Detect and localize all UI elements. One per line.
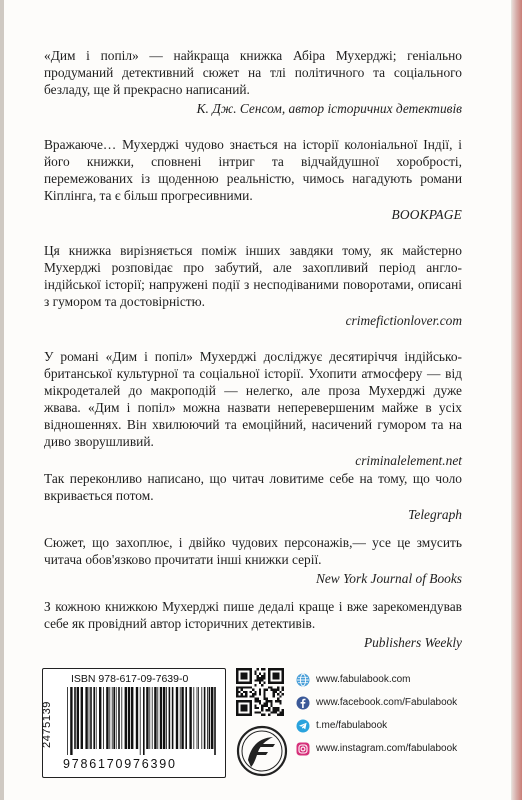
social-links: [296, 668, 496, 760]
publisher-logo: [235, 724, 289, 778]
review-quote-5: [44, 470, 462, 523]
barcode-number: 9786170976390: [63, 757, 177, 771]
quote-source: criminalelement.net: [355, 453, 462, 468]
quote-text: Сюжет, що захоплює, і двійко чудових персонажів,— усе це змусить читача обов'язково прочитати інші книжки серії.: [44, 535, 462, 567]
quote-source: BOOKPAGE: [391, 207, 462, 222]
review-quote-3: [44, 242, 462, 329]
quote-source: Publishers Weekly: [363, 635, 462, 650]
review-quote-7: [44, 598, 462, 651]
website-link[interactable]: [296, 668, 496, 691]
review-quote-4: [44, 348, 462, 469]
quote-text: Ця книжка вирізняється поміж інших завдяки тому, як майстерно Мухерджі розповідає про забутий, але захопливий період англо-індійської історії; напружені події з несподіваними поворотами, описані з гумором та достовірністю.: [44, 243, 462, 309]
quote-source: Telegraph: [408, 507, 462, 522]
quote-text: У романі «Дим і попіл» Мухерджі досліджує десятиріччя індійсько-британської культурної та соціальної історії. Ухопити атмосферу — від мікродеталей до макроподій — нелегко, але проза Мухерджі дуже жвава. «Дим і попіл» можна назвати неперевершеним майже в усіх відношеннях. Він хвилюючий та емоційний, насичений гумором та на диво зворушливий.: [44, 349, 462, 449]
facebook-icon: [296, 696, 310, 710]
instagram-icon: [296, 742, 310, 756]
review-quote-6: [44, 534, 462, 587]
review-quote-1: [44, 47, 462, 117]
cover-spine-edge: [512, 0, 522, 800]
telegram-link[interactable]: [296, 714, 496, 737]
qr-code: [236, 668, 284, 716]
facebook-link[interactable]: [296, 691, 496, 714]
globe-icon: [296, 673, 310, 687]
quote-source: К. Дж. Сенсом, автор історичних детективів: [196, 101, 462, 116]
instagram-link[interactable]: [296, 737, 496, 760]
quote-text: «Дим і попіл» — найкраща книжка Абіра Мухерджі; геніально продуманий детективний сюжет на тлі політичного та соціального безладу, ще й прекрасно написаний.: [44, 48, 462, 97]
barcode-side-number: 2475139: [41, 700, 53, 748]
facebook-url: www.facebook.com/Fabulabook: [316, 697, 458, 708]
quote-source: New York Journal of Books: [315, 571, 462, 586]
isbn-label: ISBN 978-617-09-7639-0: [71, 673, 189, 685]
quote-text: З кожною книжкою Мухерджі пише дедалі краще і вже зарекомендував себе як провідний автор історичних детективів.: [44, 599, 462, 631]
instagram-url: www.instagram.com/fabulabook: [316, 743, 458, 754]
quote-text: Вражаюче… Мухерджі чудово знається на історії колоніальної Індії, і його книжки, сповнені інтриг та відчайдушної хоробрості, перемежованих із щоденною реальністю, чимось нагадують романи Кіплінга, та є більш прогресивними.: [44, 137, 462, 203]
quote-text: Так переконливо написано, що читач ловитиме себе на тому, що чоло вкривається потом.: [44, 471, 462, 503]
barcode-block: [42, 668, 226, 778]
barcode-bars: [65, 687, 219, 755]
telegram-url: t.me/fabulabook: [316, 720, 388, 731]
telegram-icon: [296, 719, 310, 733]
website-url: www.fabulabook.com: [316, 674, 411, 685]
review-quote-2: [44, 136, 462, 223]
quote-source: crimefictionlover.com: [345, 313, 462, 328]
